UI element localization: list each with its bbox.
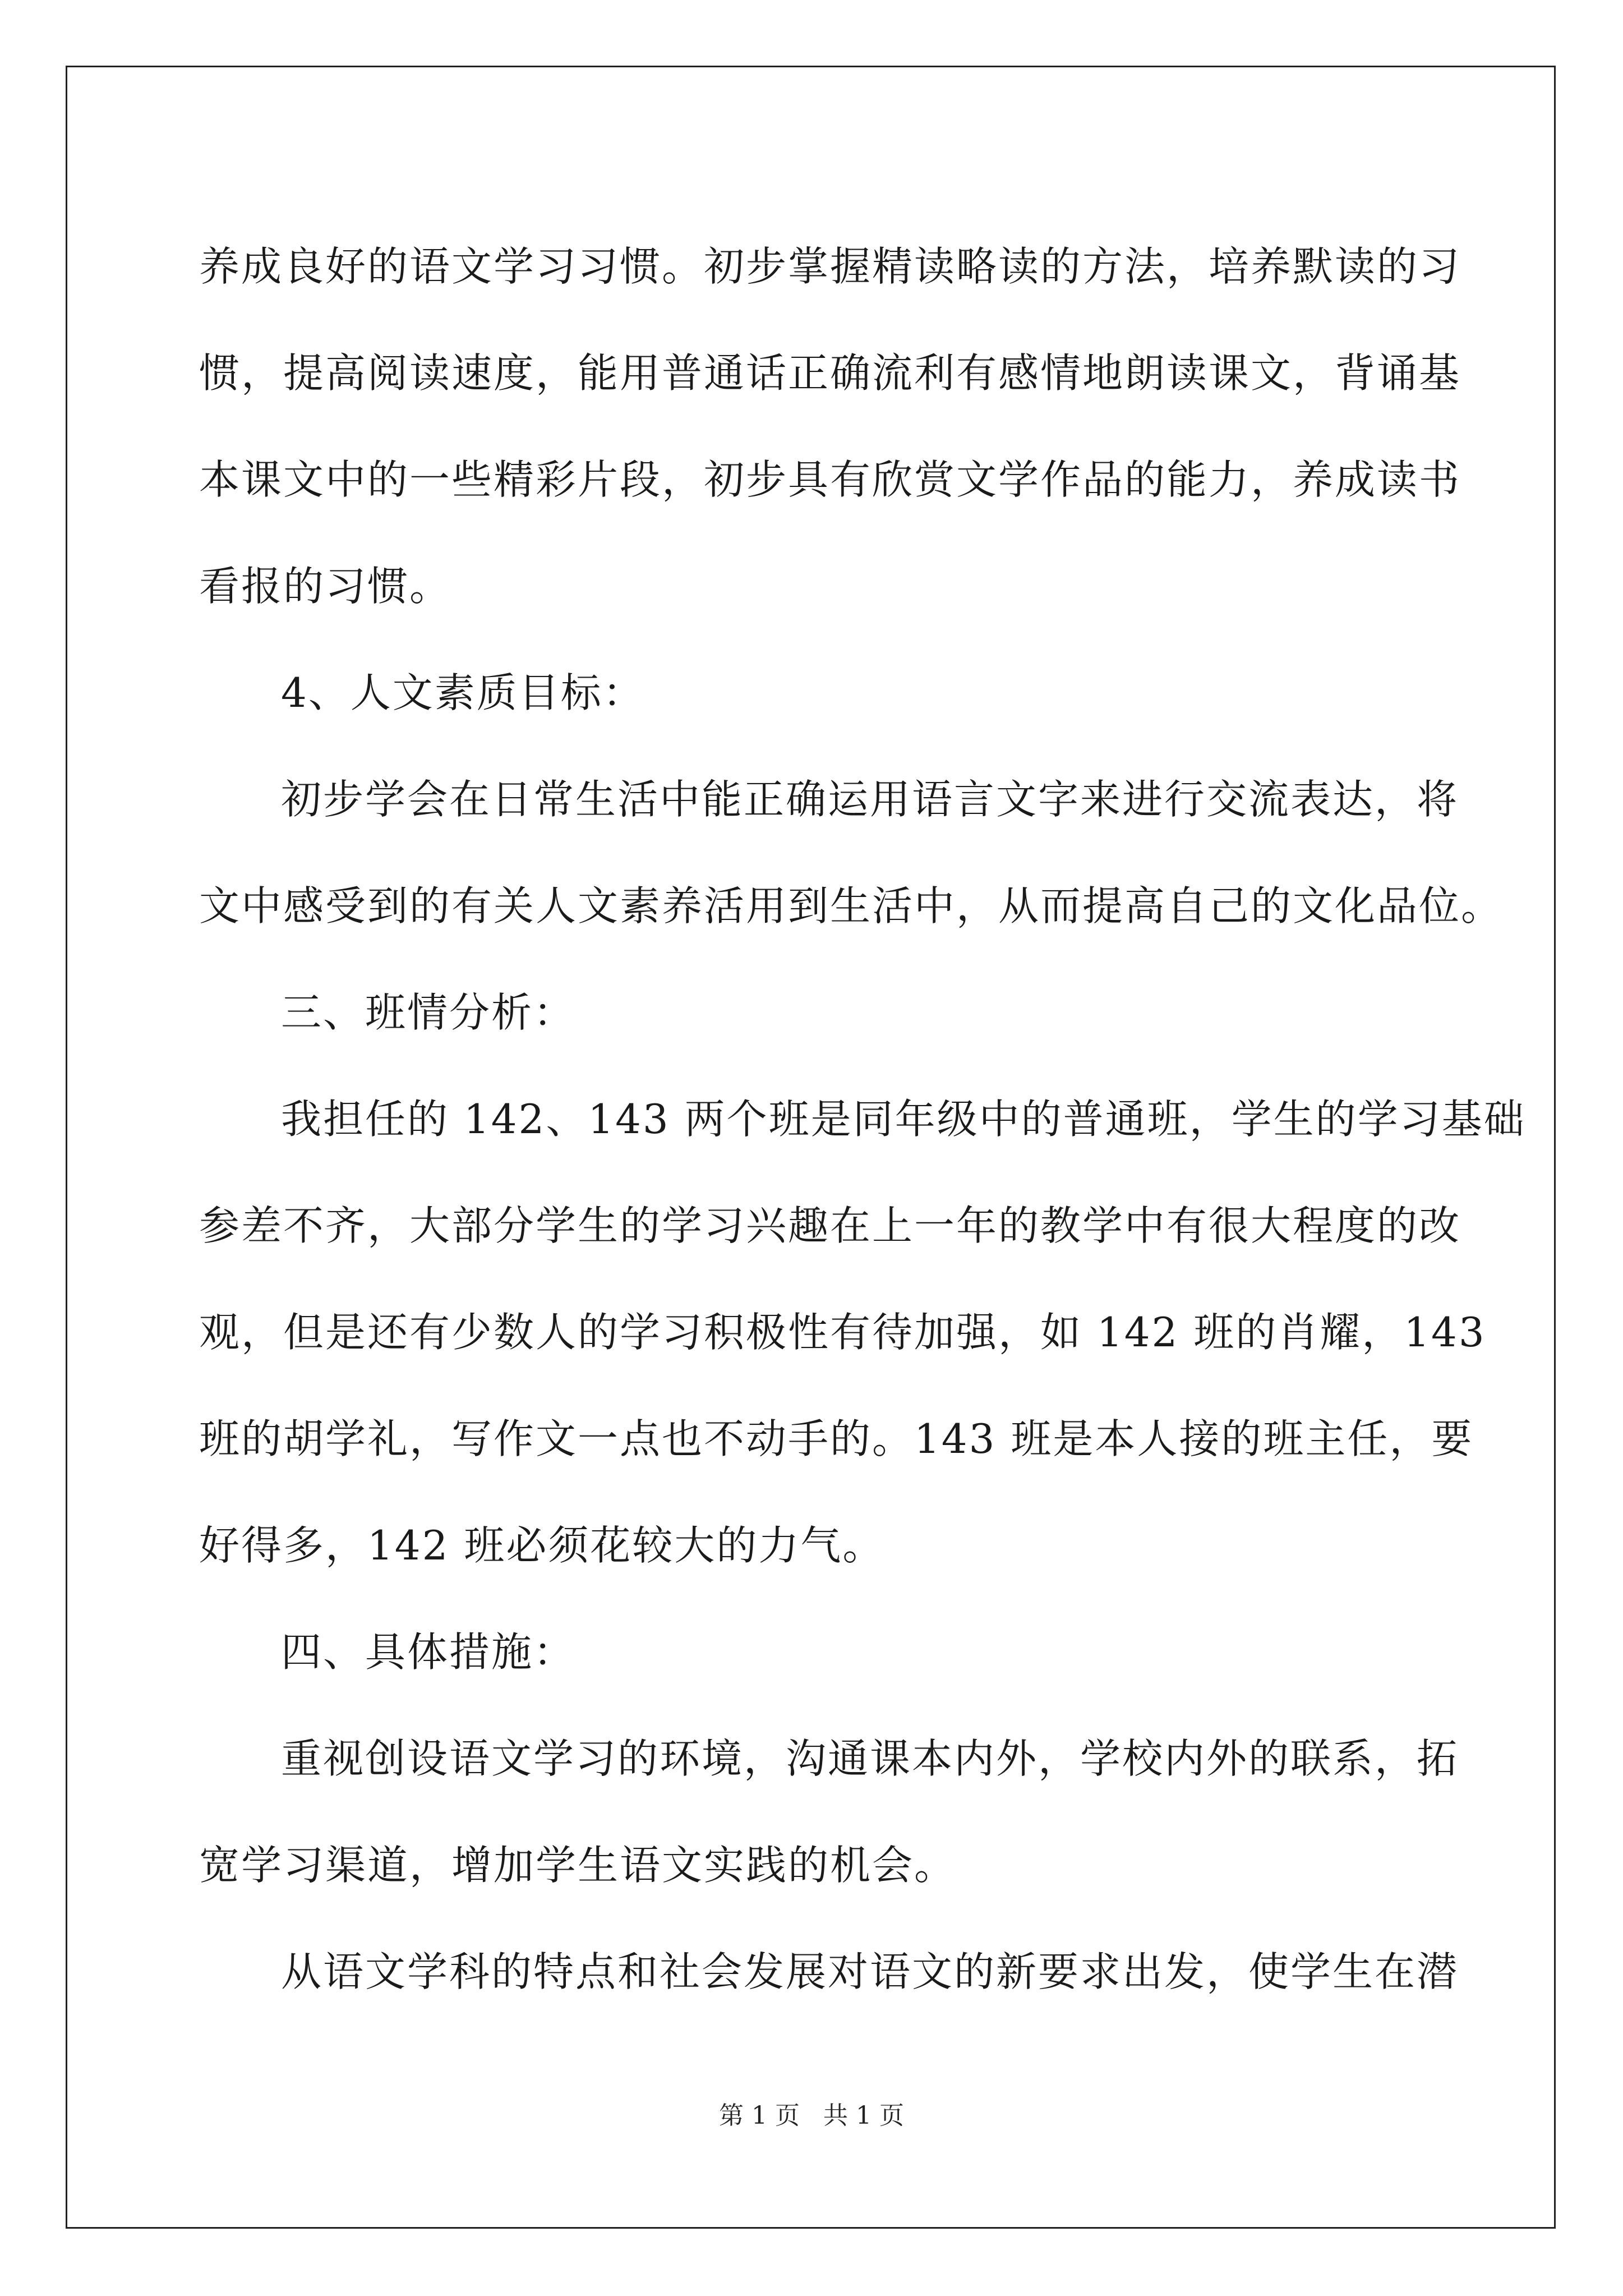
text-line: 宽学习渠道，增加学生语文实践的机会。 [199,1842,957,1889]
text-line: 班的胡学礼，写作文一点也不动手的。143 班是本人接的班主任，要 [199,1415,1474,1462]
text-line: 看报的习惯。 [199,563,452,610]
text-line: 惯，提高阅读速度，能用普通话正确流利有感情地朗读课文，背诵基 [199,349,1461,397]
section-heading: 4、人文素质目标： [281,669,645,716]
text-line: 本课文中的一些精彩片段，初步具有欣赏文学作品的能力，养成读书 [199,456,1461,503]
document-body [199,213,1526,2025]
text-line: 重视创设语文学习的环境，沟通课本内外，学校内外的联系，拓 [281,1735,1459,1782]
text-line: 养成良好的语文学习习惯。初步掌握精读略读的方法，培养默读的习 [199,243,1461,290]
section-heading: 三、班情分析： [281,989,576,1036]
text-line: 参差不齐，大部分学生的学习兴趣在上一年的教学中有很大程度的改 [199,1202,1461,1249]
text-line: 文中感受到的有关人文素养活用到生活中，从而提高自己的文化品位。 [199,882,1504,930]
text-line: 观，但是还有少数人的学习积极性有待加强，如 142 班的肖耀，143 [199,1309,1486,1356]
text-line: 好得多，142 班必须花较大的力气。 [199,1522,885,1569]
text-line: 从语文学科的特点和社会发展对语文的新要求出发，使学生在潜 [281,1948,1459,1995]
text-line: 我担任的 142、143 两个班是同年级中的普通班，学生的学习基础 [281,1096,1526,1143]
section-heading: 四、具体措施： [281,1628,576,1676]
page-footer: 第 1 页 共 1 页 [719,2101,904,2130]
text-line: 初步学会在日常生活中能正确运用语言文字来进行交流表达，将 [281,776,1459,823]
